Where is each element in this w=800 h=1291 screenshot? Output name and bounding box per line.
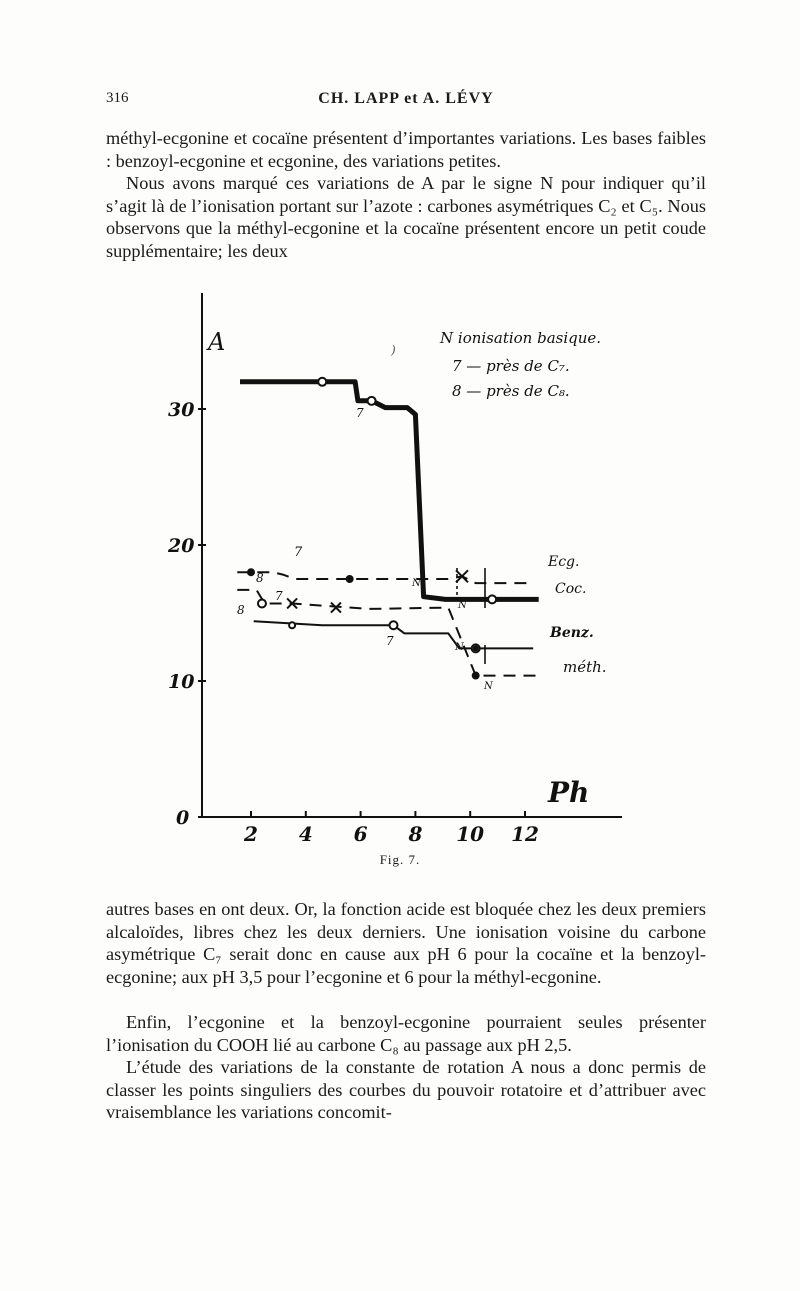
- legend-eight: 8 — près de C₈.: [452, 382, 570, 400]
- x-tick-label-6: 6: [353, 822, 368, 845]
- mark-seven-coc: 7: [356, 406, 364, 420]
- marker-circle-1: [368, 397, 376, 405]
- marker-circle-10: [389, 621, 397, 629]
- y-tick-label-20: 20: [168, 535, 195, 557]
- mark-seven-meth: 7: [275, 589, 283, 603]
- marker-circle-9: [289, 622, 295, 628]
- y-tick-label-10: 10: [168, 671, 195, 693]
- label-meth: méth.: [563, 658, 607, 676]
- marker-circle-8: [258, 599, 266, 607]
- page-header: [106, 90, 706, 114]
- x-tick-label-4: 4: [298, 822, 313, 845]
- paragraph-top-2: Nous avons marqué ces variations de A par le signe N pour indiquer qu’il s’agit là de l’ionisation portant sur l’azote : carbones asymétriques C₂ et C₅. Nous observons que la méthyl-ecgonine et la cocaïne présentent encore un petit coude supplémentaire; les deux: [106, 173, 706, 261]
- figure-caption: Fig. 7.: [379, 852, 421, 867]
- marker-dot-12: [473, 673, 479, 679]
- series-line-0: [240, 382, 539, 600]
- x-tick-label-12: 12: [511, 822, 539, 845]
- running-head: CH. LAPP et A. LÉVY: [318, 90, 494, 107]
- legend-seven: 7 — près de C₇.: [452, 357, 570, 375]
- figure-7: [0, 280, 800, 845]
- y-tick-label-30: 30: [168, 399, 195, 421]
- legend-n: N ionisation basique.: [440, 329, 602, 347]
- stray-mark: ): [391, 343, 396, 357]
- mark-n-benz: N: [455, 642, 464, 653]
- x-tick-label-2: 2: [244, 822, 258, 845]
- marker-circle-2: [488, 595, 496, 603]
- marker-dot-3: [248, 569, 254, 575]
- mark-eight-upper: 8: [256, 571, 264, 585]
- series-line-1: [237, 572, 533, 583]
- mark-seven-benz: 7: [386, 634, 394, 648]
- mark-n-meth-upper: N: [458, 600, 467, 611]
- x-tick-label-10: 10: [456, 822, 485, 845]
- paragraph-bottom-3: L’étude des variations de la constante de rotation A nous a donc permis de classer les points singuliers des courbes du pouvoir rotatoire et d’attribuer avec vraisemblance les variations concomit-: [106, 1057, 706, 1122]
- paragraph-top-1: méthyl-ecgonine et cocaïne présentent d’importantes variations. Les bases faibles : benzoyl-ecgonine et ecgonine, des variations petites.: [106, 128, 706, 171]
- mark-eight-lower: 8: [237, 603, 245, 617]
- paragraph-bottom-1: autres bases en ont deux. Or, la fonction acide est bloquée chez les deux premiers alcaloïdes, libres chez les deux derniers. Une ionisation voisine du carbone asymétrique C₇ serait donc en cause aux pH 6 pour la cocaïne et la benzoyl-ecgonine; aux pH 3,5 pour l’ecgonine et 6 pour la méthyl-ecgonine.: [106, 899, 706, 987]
- marker-circle-0: [318, 378, 326, 386]
- mark-n-coc: N: [412, 578, 421, 589]
- paragraph-bottom-2: Enfin, l’ecgonine et la benzoyl-ecgonine pourraient seules présenter l’ionisation du COOH lié au carbone C₈ au passage aux pH 2,5.: [106, 1012, 706, 1055]
- x-tick-label-8: 8: [408, 822, 423, 845]
- page-number: 316: [106, 90, 129, 106]
- label-ecg: Ecg.: [548, 554, 580, 570]
- label-benz: Benz.: [550, 625, 594, 641]
- label-coc: Coc.: [555, 581, 587, 597]
- y-tick-label-0: 0: [176, 807, 190, 829]
- y-tick-labels: [167, 399, 206, 829]
- mark-n-meth-lower: N: [484, 681, 493, 692]
- marker-dot-4: [347, 576, 353, 582]
- marker-dot-13: [474, 646, 478, 650]
- y-axis-title: A: [208, 328, 226, 356]
- x-axis-title: Ph: [548, 776, 590, 809]
- mark-seven-ecg: 7: [294, 545, 303, 560]
